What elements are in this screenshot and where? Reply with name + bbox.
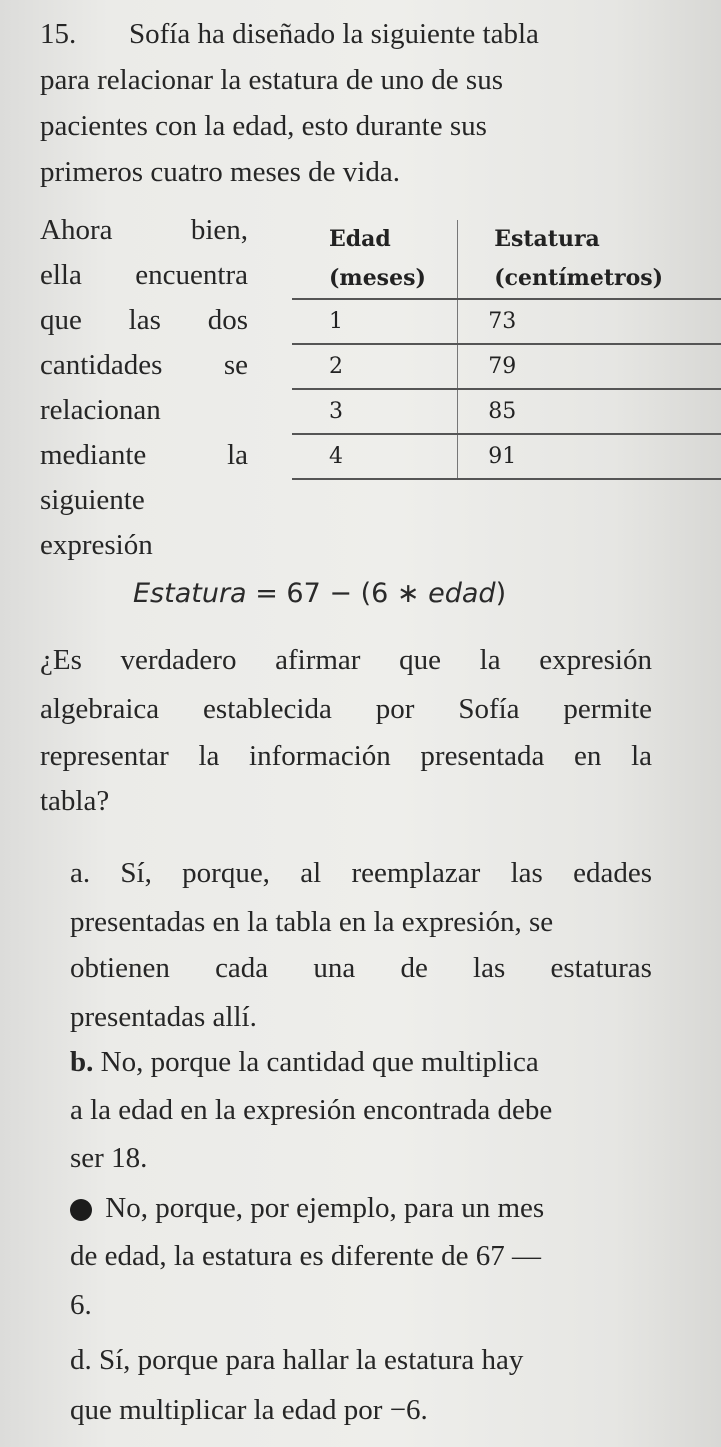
cell-age: 4 <box>292 434 458 479</box>
question-number: 15. <box>40 18 77 50</box>
word: la <box>631 740 652 772</box>
intro-line-1 <box>129 18 649 51</box>
word: ¿Es <box>40 644 82 676</box>
intro-text: Sofía ha diseñado la siguiente tabla <box>129 18 539 50</box>
word: dos <box>207 304 248 336</box>
option-b[interactable] <box>70 1046 539 1079</box>
option-a-line <box>70 952 652 985</box>
word: edades <box>573 857 652 889</box>
side-line <box>40 439 248 472</box>
word: las <box>128 304 161 336</box>
side-line <box>40 259 248 292</box>
word: estaturas <box>550 952 652 984</box>
option-d-line: que multiplicar la edad por −6. <box>70 1394 428 1426</box>
header-age: Edad <box>292 220 458 258</box>
word: se <box>223 349 248 381</box>
equation-lhs: Estatura <box>133 578 247 609</box>
option-a-line: presentadas en la tabla en la expresión, se <box>70 906 554 938</box>
table-row <box>292 389 721 434</box>
side-line: siguiente <box>40 484 145 516</box>
prompt-line <box>40 740 652 773</box>
table-row <box>292 434 721 479</box>
side-line <box>40 349 248 382</box>
word: verdadero <box>120 644 237 676</box>
equation-constant: 67 <box>286 578 321 609</box>
option-c-line: de edad, la estatura es diferente de 67 — <box>70 1240 542 1272</box>
word: representar <box>40 740 169 772</box>
word: las <box>510 857 543 889</box>
word: bien, <box>190 214 248 246</box>
equation <box>133 578 506 609</box>
word: reemplazar <box>351 857 481 889</box>
option-label: b. <box>70 1046 94 1078</box>
word: cada <box>215 952 269 984</box>
word: cantidades <box>40 349 163 381</box>
option-b-line: ser 18. <box>70 1142 148 1174</box>
word: porque, <box>182 857 270 889</box>
word: la <box>479 644 501 676</box>
option-c-text: No, porque, por ejemplo, para un mes <box>105 1192 545 1224</box>
option-label: d. <box>70 1344 92 1376</box>
option-d-text: Sí, porque para hallar la estatura hay <box>99 1344 524 1376</box>
intro-line-2 <box>40 64 652 97</box>
cell-age: 1 <box>292 299 458 344</box>
header-age-unit: (meses) <box>292 258 458 299</box>
intro-text: pacientes con la edad, esto durante sus <box>40 110 487 142</box>
equation-times: ∗ <box>396 578 420 609</box>
word: mediante <box>40 439 147 471</box>
word: Sí, <box>120 857 152 889</box>
word: información <box>249 740 391 772</box>
option-d[interactable] <box>70 1344 523 1377</box>
option-a-line: presentadas allí. <box>70 1001 257 1033</box>
header-height: Estatura <box>494 226 600 252</box>
equation-open-paren: ( <box>360 578 372 609</box>
word: algebraica <box>40 693 160 725</box>
intro-text: para relacionar la estatura de uno de sus <box>40 64 503 96</box>
table-row <box>292 344 721 389</box>
age-height-table <box>292 220 721 480</box>
table-header-row <box>292 220 721 258</box>
prompt-line: tabla? <box>40 785 110 817</box>
cell-height: 91 <box>458 434 721 479</box>
word: Ahora <box>40 214 113 246</box>
cell-age: 2 <box>292 344 458 389</box>
cell-height: 79 <box>458 344 721 389</box>
word: la <box>198 740 220 772</box>
cell-height: 85 <box>458 389 721 434</box>
equation-variable: edad <box>428 578 496 609</box>
equation-equals: = <box>255 578 278 609</box>
option-a[interactable] <box>70 857 652 890</box>
word: expresión <box>539 644 652 676</box>
side-line <box>40 304 248 337</box>
side-line: expresión <box>40 529 153 561</box>
header-height-unit: (centímetros) <box>458 258 721 299</box>
option-label: a. <box>70 857 91 889</box>
cell-age: 3 <box>292 389 458 434</box>
word: presentada <box>420 740 545 772</box>
word: en <box>574 740 602 772</box>
option-c[interactable] <box>70 1192 544 1225</box>
word: la <box>227 439 248 471</box>
word: al <box>300 857 322 889</box>
table-header-row <box>292 258 721 299</box>
option-b-line: a la edad en la expresión encontrada debe <box>70 1094 553 1126</box>
equation-factor: 6 <box>371 578 389 609</box>
option-c-line: 6. <box>70 1289 92 1321</box>
word: de <box>400 952 428 984</box>
table-row <box>292 299 721 344</box>
side-line: relacionan <box>40 394 161 426</box>
word: que <box>40 304 82 336</box>
equation-close-paren: ) <box>495 578 507 609</box>
option-b-text: No, porque la cantidad que multiplica <box>100 1046 539 1078</box>
word: ella <box>40 259 82 291</box>
word: una <box>313 952 356 984</box>
selected-mark-icon <box>70 1199 92 1221</box>
word: que <box>399 644 441 676</box>
word: afirmar <box>275 644 361 676</box>
word: Sofía <box>458 693 520 725</box>
cell-height: 73 <box>458 299 721 344</box>
intro-line-4: primeros cuatro meses de vida. <box>40 156 400 188</box>
word: permite <box>563 693 652 725</box>
word: las <box>473 952 506 984</box>
prompt-line <box>40 693 652 726</box>
intro-line-3 <box>40 110 652 143</box>
word: encuentra <box>135 259 248 291</box>
word: establecida <box>203 693 332 725</box>
prompt-line <box>40 644 652 677</box>
word: obtienen <box>70 952 170 984</box>
side-line <box>40 214 248 247</box>
equation-minus: − <box>329 578 352 609</box>
word: por <box>375 693 415 725</box>
